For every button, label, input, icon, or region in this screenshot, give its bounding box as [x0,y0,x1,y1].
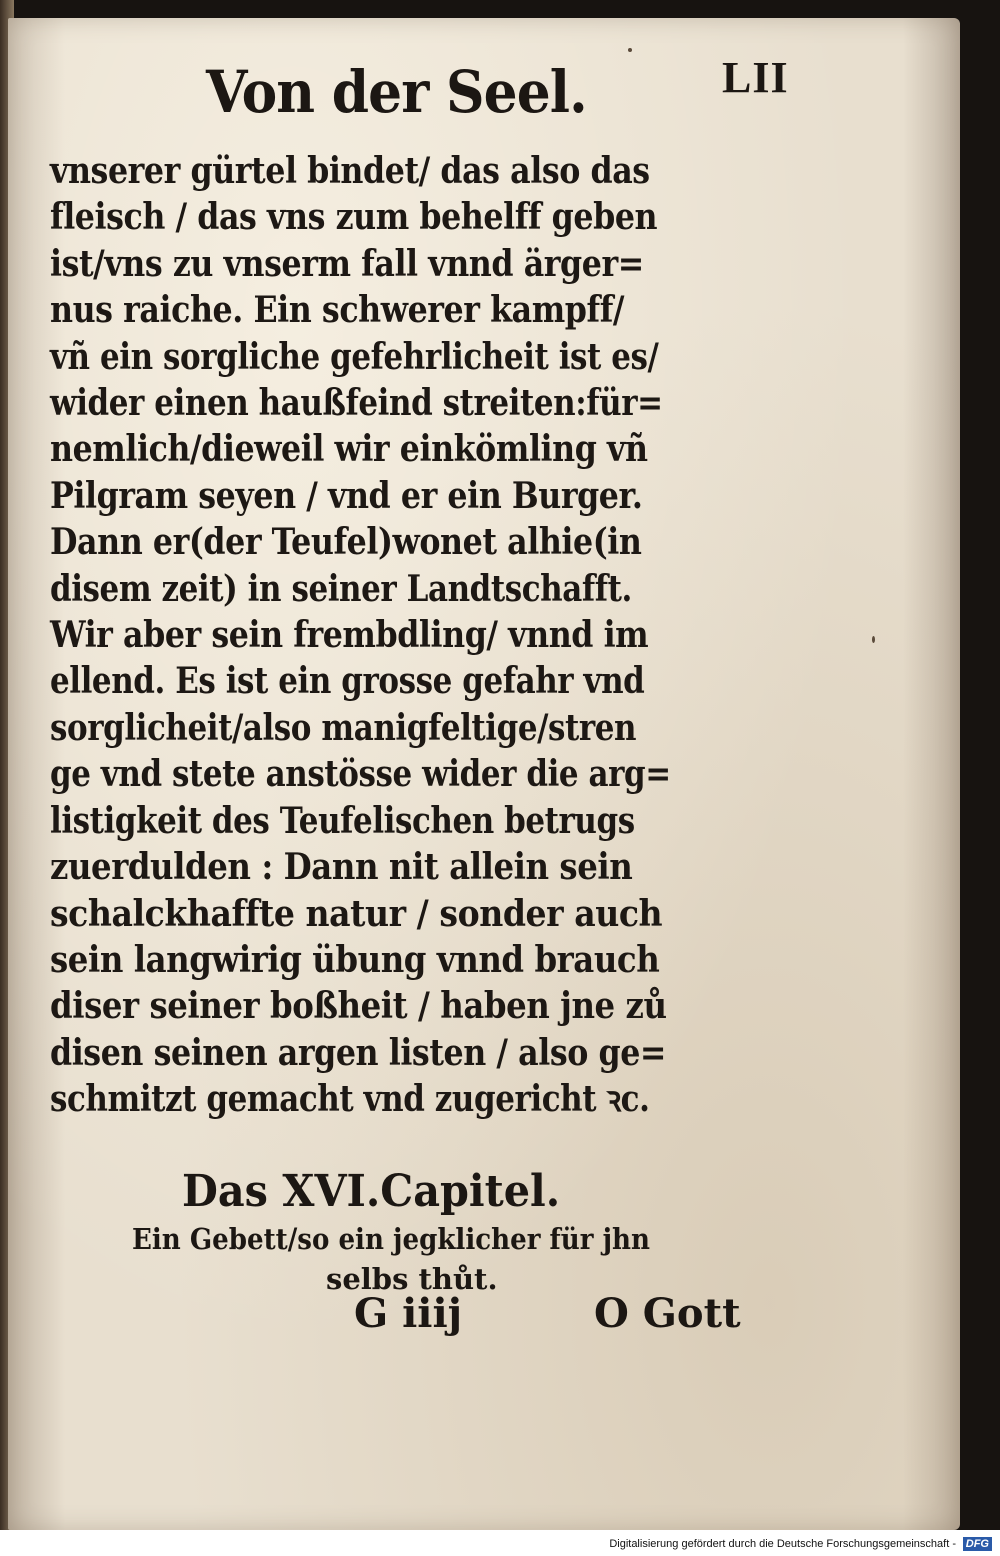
text-line: fleisch / das vns zum behelff geben [50,196,658,239]
chapter-title: Das XVI.Capitel. [182,1166,561,1217]
digitization-footer [0,1530,1000,1556]
text-line: sein langwirig übung vnnd brauch [50,938,660,981]
funding-credit: Digitalisierung gefördert durch die Deutsche Forschungsgemeinschaft - [609,1538,956,1550]
text-line: nemlich/dieweil wir einkömling vñ [50,428,648,471]
text-line: Dann er(der Teufel)wonet alhie(in [50,521,642,564]
text-line: ellend. Es ist ein grosse gefahr vnd [50,660,645,703]
text-line: diser seiner boßheit / haben jne zů [50,985,667,1028]
chapter-subtitle-continuation: selbs thůt. [326,1262,498,1296]
text-line: listigkeit des Teufelischen betrugs [50,799,635,842]
body-text [50,148,750,1123]
text-line: vnserer gürtel bindet/ das also das [50,150,650,192]
text-line: vñ ein sorgliche gefehrlicheit ist es/ [50,335,659,378]
text-line: zuerdulden : Dann nit allein sein [50,846,633,889]
paper-speck [628,48,632,52]
chapter-subtitle: Ein Gebett/so ein jegklicher für jhn [132,1222,651,1256]
catchword: O Gott [594,1290,741,1337]
text-line: Pilgram seyen / vnd er ein Burger. [50,474,643,517]
folio-number: LII [722,53,789,102]
text-line: schalckhaffte natur / sonder auch [50,892,663,935]
signature-mark: G iiij [354,1290,463,1337]
text-line: schmitzt gemacht vnd zugericht ꝛc. [50,1078,650,1121]
text-line: Wir aber sein frembdling/ vnnd im [50,614,649,657]
text-line: disen seinen argen listen / also ge= [50,1031,667,1074]
running-head: Von der Seel. [206,58,587,126]
text-line: ist/vns zu vnserm fall vnnd ärger= [50,242,644,285]
paper-speck [872,636,875,643]
text-line: disem zeit) in seiner Landtschafft. [50,567,632,610]
dfg-logo: DFG [963,1537,992,1551]
text-line: sorglicheit/also manigfeltige/stren [50,706,637,749]
text-line: ge vnd stete anstösse wider die arg= [50,753,671,796]
text-line: nus raiche. Ein schwerer kampff/ [50,289,625,332]
text-line: wider einen haußfeind streiten:für= [50,382,663,425]
